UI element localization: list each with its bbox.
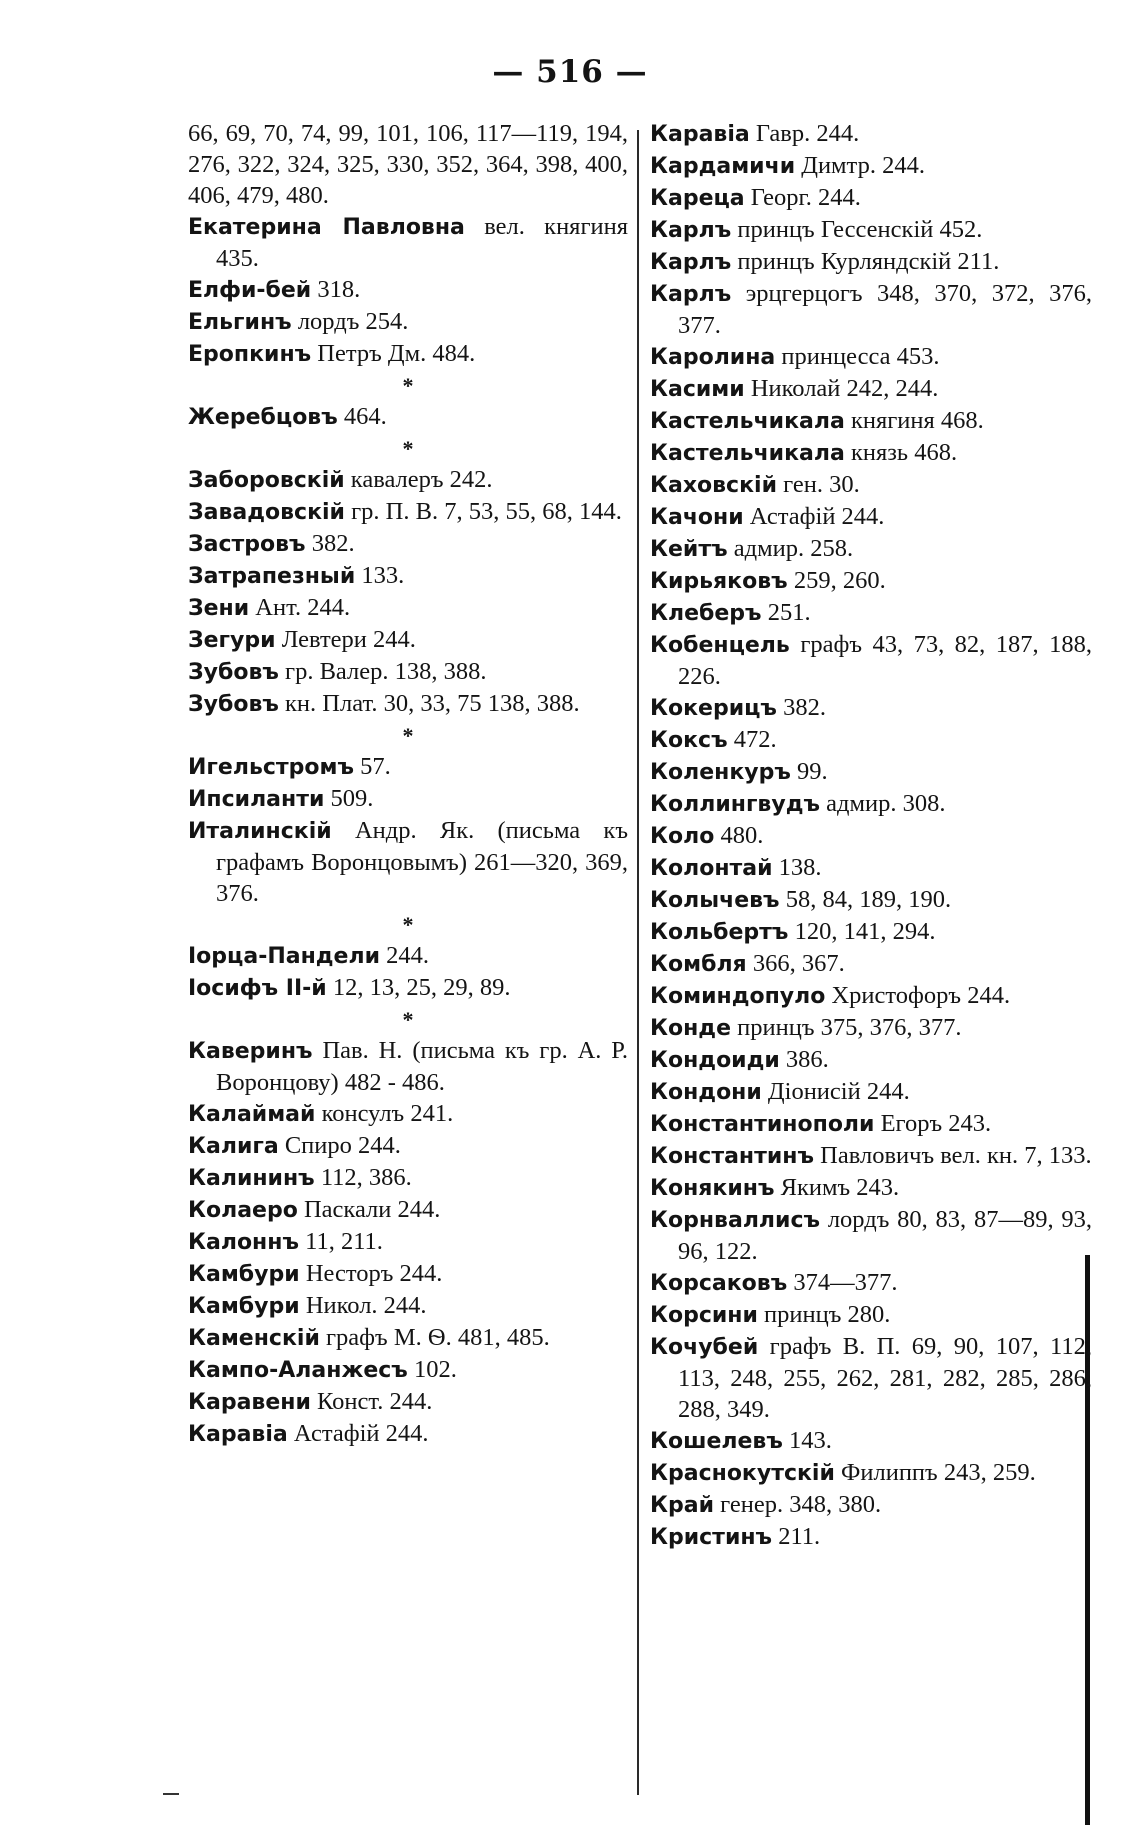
entry-name: Іосифъ II-й [188, 976, 327, 1001]
entry-name: Корсини [650, 1303, 758, 1328]
entry-references: лордъ 254. [297, 308, 409, 335]
index-entry [650, 182, 1092, 214]
entry-references: 472. [733, 726, 777, 753]
entry-references: княгиня 468. [850, 407, 984, 434]
entry-references: Діонисій 244. [767, 1078, 910, 1105]
entry-name: Краснокутскій [650, 1461, 835, 1486]
entry-name: Каховскій [650, 473, 777, 498]
index-entry [650, 1076, 1092, 1108]
entry-references: ген. 30. [783, 471, 860, 498]
entry-references: принцъ Курляндскій 211. [737, 248, 1000, 275]
entry-references: 138. [778, 854, 822, 881]
entry-name: Каверинъ [188, 1039, 313, 1064]
entry-name: Кастельчикала [650, 441, 845, 466]
entry-references: принцъ 375, 376, 377. [737, 1014, 962, 1041]
entry-name: Ипсиланти [188, 787, 325, 812]
entry-references: Павловичъ вел. кн. 7, 133. [820, 1142, 1092, 1169]
index-entry [188, 1035, 628, 1098]
entry-references: 244. [386, 942, 430, 969]
index-entry [188, 496, 628, 528]
entry-name: Карлъ [650, 282, 732, 307]
entry-references: Егоръ 243. [880, 1110, 992, 1137]
entry-references: Димтр. 244. [801, 152, 925, 179]
entry-name: Кондоиди [650, 1048, 780, 1073]
index-entry [650, 884, 1092, 916]
index-entry [650, 341, 1092, 373]
entry-name: Кареца [650, 186, 745, 211]
index-entry [188, 464, 628, 496]
entry-name: Край [650, 1493, 714, 1518]
entry-references: лордъ 80, 83, 87—89, 93, 96, 122. [678, 1206, 1093, 1265]
index-entry [650, 373, 1092, 405]
entry-name: Карлъ [650, 250, 732, 275]
index-entry [188, 972, 628, 1004]
index-entry [650, 756, 1092, 788]
entry-references: вел. княгиня 435. [216, 213, 628, 272]
index-entry [188, 1386, 628, 1418]
entry-name: Каравени [188, 1390, 311, 1415]
index-entry [650, 1012, 1092, 1044]
entry-name: Зубовъ [188, 692, 279, 717]
entry-references: Николай 242, 244. [750, 375, 939, 402]
entry-references: 480. [720, 822, 764, 849]
index-entry [188, 1162, 628, 1194]
entry-name: Жеребцовъ [188, 405, 338, 430]
index-entry [650, 405, 1092, 437]
entry-name: Константинополи [650, 1112, 875, 1137]
entry-references: Астафій 244. [749, 503, 885, 530]
entry-name: Камбури [188, 1294, 300, 1319]
entry-name: Калининъ [188, 1166, 315, 1191]
entry-references: 66, 69, 70, 74, 99, 101, 106, 117—119, 194, 276, 322, 324, 325, 330, 352, 364, 398, 400, 406, 479, 480. [188, 120, 628, 209]
entry-name: Каролина [650, 345, 776, 370]
section-separator: * [402, 1007, 414, 1032]
index-entry [650, 820, 1092, 852]
entry-references: 464. [343, 403, 387, 430]
entry-references: 11, 211. [305, 1228, 383, 1255]
section-separator: * [402, 373, 414, 398]
entry-references: 211. [778, 1523, 821, 1550]
entry-name: Карлъ [650, 218, 732, 243]
index-entry [650, 1172, 1092, 1204]
entry-name: Игельстромъ [188, 755, 355, 780]
entry-references: Несторъ 244. [305, 1260, 443, 1287]
entry-name: Каравіа [650, 122, 750, 147]
index-entry [650, 437, 1092, 469]
entry-name: Комбля [650, 952, 747, 977]
index-entry [650, 948, 1092, 980]
entry-name: Кирьяковъ [650, 569, 788, 594]
index-column-right [650, 118, 1092, 1553]
entry-references: кн. Плат. 30, 33, 75 138, 388. [285, 690, 580, 717]
index-entry [650, 1140, 1092, 1172]
entry-name: Каменскій [188, 1326, 320, 1351]
index-entry [188, 656, 628, 688]
index-entry [650, 565, 1092, 597]
index-entry [650, 1425, 1092, 1457]
index-entry [188, 274, 628, 306]
entry-references: Георг. 244. [750, 184, 861, 211]
entry-name: Кочубей [650, 1335, 759, 1360]
entry-references: принцесса 453. [781, 343, 940, 370]
index-entry [650, 1204, 1092, 1267]
entry-references: графъ В. П. 69, 90, 107, 112, 113, 248, 255, 262, 281, 282, 285, 286, 288, 349. [678, 1333, 1093, 1423]
entry-references: 318. [317, 276, 361, 303]
entry-references: Ант. 244. [255, 594, 351, 621]
entry-name: Кошелевъ [650, 1429, 783, 1454]
index-entry [188, 118, 628, 211]
entry-name: Ельгинъ [188, 310, 292, 335]
index-entry [650, 1044, 1092, 1076]
entry-name: Коленкуръ [650, 760, 791, 785]
entry-references: 143. [789, 1427, 832, 1454]
entry-name: Кобенцель [650, 633, 790, 658]
page-number: — 516 — [492, 54, 648, 90]
entry-name: Италинскій [188, 819, 332, 844]
entry-name: Качони [650, 505, 744, 530]
index-entry [650, 1299, 1092, 1331]
entry-name: Коминдопуло [650, 984, 826, 1009]
entry-references: 251. [767, 599, 811, 626]
index-entry [650, 1267, 1092, 1299]
index-entry [188, 1130, 628, 1162]
entry-references: генер. 348, 380. [720, 1491, 882, 1518]
entry-references: князь 468. [850, 439, 958, 466]
entry-name: Елфи-бей [188, 278, 312, 303]
index-entry [188, 1194, 628, 1226]
entry-references: 57. [360, 753, 391, 780]
entry-name: Коксъ [650, 728, 728, 753]
index-entry [650, 469, 1092, 501]
entry-name: Екатерина Павловна [188, 215, 465, 240]
index-entry [188, 815, 628, 909]
entry-references: Пав. Н. (письма къ гр. А. Р. Воронцову) 482 - 486. [216, 1037, 628, 1096]
entry-references: адмир. 258. [733, 535, 854, 562]
entry-name: Касими [650, 377, 745, 402]
index-entry [188, 1322, 628, 1354]
index-entry [188, 1226, 628, 1258]
section-separator: * [402, 912, 414, 937]
index-entry [650, 1521, 1092, 1553]
index-entry [188, 338, 628, 370]
entry-references: Астафій 244. [293, 1420, 429, 1447]
entry-name: Кампо-Аланжесъ [188, 1358, 408, 1383]
entry-references: 99. [797, 758, 828, 785]
entry-name: Еропкинъ [188, 342, 312, 367]
entry-name: Зени [188, 596, 250, 621]
index-entry [188, 1098, 628, 1130]
entry-references: 12, 13, 25, 29, 89. [332, 974, 511, 1001]
entry-name: Конякинъ [650, 1176, 775, 1201]
entry-name: Камбури [188, 1262, 300, 1287]
index-entry [188, 560, 628, 592]
entry-references: принцъ Гессенскій 452. [737, 216, 983, 243]
footer-mark [163, 1793, 179, 1795]
index-entry [188, 592, 628, 624]
entry-name: Калига [188, 1134, 279, 1159]
entry-name: Клеберъ [650, 601, 762, 626]
entry-references: адмир. 308. [826, 790, 946, 817]
index-entry [650, 852, 1092, 884]
index-entry [650, 278, 1092, 341]
section-separator: * [402, 723, 414, 748]
entry-name: Корсаковъ [650, 1271, 788, 1296]
index-entry [650, 214, 1092, 246]
entry-name: Завадовскій [188, 500, 345, 525]
index-entry [650, 916, 1092, 948]
index-entry [188, 783, 628, 815]
index-entry [650, 692, 1092, 724]
index-entry [188, 401, 628, 433]
index-entry [188, 306, 628, 338]
index-entry [650, 724, 1092, 756]
entry-references: 382. [783, 694, 826, 721]
entry-references: Петръ Дм. 484. [317, 340, 476, 367]
entry-references: 382. [311, 530, 355, 557]
index-entry [650, 1108, 1092, 1140]
index-entry [650, 597, 1092, 629]
entry-name: Заборовскій [188, 468, 345, 493]
index-entry [188, 1354, 628, 1386]
entry-references: Христофоръ 244. [831, 982, 1011, 1009]
entry-name: Зубовъ [188, 660, 279, 685]
entry-name: Затрапезный [188, 564, 356, 589]
entry-references: Гавр. 244. [755, 120, 860, 147]
entry-name: Застровъ [188, 532, 306, 557]
index-entry [650, 246, 1092, 278]
index-entry [650, 501, 1092, 533]
entry-references: Андр. Як. (письма къ графамъ Воронцовымъ) 261—320, 369, 376. [216, 817, 628, 907]
entry-name: Калоннъ [188, 1230, 299, 1255]
index-entry [188, 1290, 628, 1322]
entry-references: 133. [361, 562, 405, 589]
entry-references: консулъ 241. [321, 1100, 454, 1127]
index-entry [188, 1418, 628, 1450]
entry-name: Кристинъ [650, 1525, 773, 1550]
entry-name: Каравіа [188, 1422, 288, 1447]
index-entry [188, 211, 628, 274]
entry-name: Коллингвудъ [650, 792, 820, 817]
index-entry [650, 980, 1092, 1012]
entry-name: Калаймай [188, 1102, 316, 1127]
entry-references: 102. [413, 1356, 457, 1383]
entry-references: Никол. 244. [305, 1292, 427, 1319]
entry-references: 58, 84, 189, 190. [785, 886, 952, 913]
entry-references: Левтери 244. [281, 626, 416, 653]
entry-name: Кокерицъ [650, 696, 777, 721]
index-entry [650, 1457, 1092, 1489]
entry-references: 120, 141, 294. [794, 918, 936, 945]
entry-name: Кастельчикала [650, 409, 845, 434]
entry-references: 386. [785, 1046, 829, 1073]
index-entry [650, 788, 1092, 820]
index-entry [188, 688, 628, 720]
entry-references: эрцгерцогъ 348, 370, 372, 376, 377. [678, 280, 1093, 339]
entry-references: 259, 260. [793, 567, 886, 594]
entry-name: Колаеро [188, 1198, 298, 1223]
entry-name: Зегури [188, 628, 276, 653]
index-entry [188, 940, 628, 972]
entry-references: Филиппъ 243, 259. [841, 1459, 1036, 1486]
entry-name: Кардамичи [650, 154, 796, 179]
entry-name: Конде [650, 1016, 731, 1041]
entry-name: Кольбертъ [650, 920, 789, 945]
entry-references: 112, 386. [320, 1164, 412, 1191]
index-entry [650, 1489, 1092, 1521]
index-entry [188, 751, 628, 783]
entry-name: Коло [650, 824, 715, 849]
entry-references: 366, 367. [752, 950, 845, 977]
index-entry [188, 528, 628, 560]
index-entry [650, 533, 1092, 565]
index-column-left [188, 118, 628, 1450]
entry-references: Паскали 244. [303, 1196, 441, 1223]
entry-references: гр. П. В. 7, 53, 55, 68, 144. [351, 498, 622, 525]
index-entry [188, 624, 628, 656]
entry-references: гр. Валер. 138, 388. [285, 658, 487, 685]
entry-references: Якимъ 243. [780, 1174, 900, 1201]
section-separator: * [402, 436, 414, 461]
entry-references: кавалеръ 242. [350, 466, 493, 493]
index-entry [650, 150, 1092, 182]
entry-name: Константинъ [650, 1144, 815, 1169]
entry-name: Корнваллисъ [650, 1208, 821, 1233]
index-entry [650, 118, 1092, 150]
entry-name: Колычевъ [650, 888, 780, 913]
entry-references: графъ М. Ѳ. 481, 485. [326, 1324, 550, 1351]
entry-references: принцъ 280. [764, 1301, 891, 1328]
entry-name: Колонтай [650, 856, 773, 881]
index-entry [650, 1331, 1092, 1425]
column-divider [637, 130, 639, 1795]
entry-references: графъ 43, 73, 82, 187, 188, 226. [678, 631, 1092, 690]
entry-references: Конст. 244. [317, 1388, 433, 1415]
entry-name: Кейтъ [650, 537, 728, 562]
index-entry [650, 629, 1092, 692]
index-entry [188, 1258, 628, 1290]
entry-references: Спиро 244. [284, 1132, 401, 1159]
entry-references: 509. [330, 785, 374, 812]
entry-name: Іорца-Пандели [188, 944, 381, 969]
entry-name: Кондони [650, 1080, 762, 1105]
entry-references: 374—377. [793, 1269, 898, 1296]
